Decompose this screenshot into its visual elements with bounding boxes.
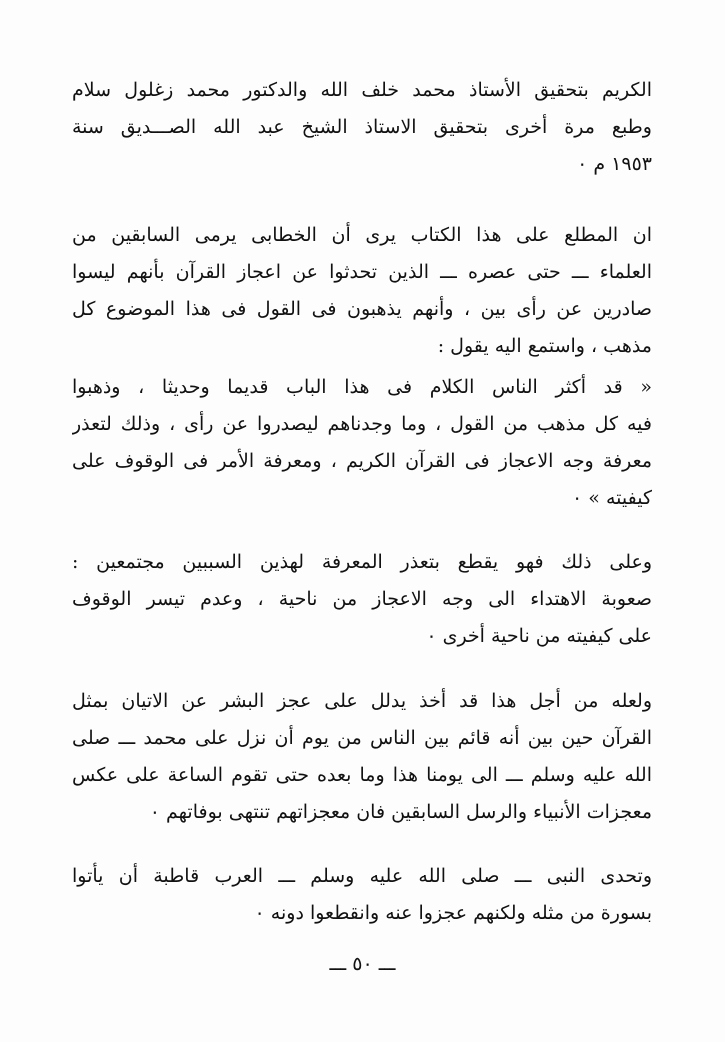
paragraph-5 <box>72 683 652 831</box>
paragraph-4 <box>72 544 652 655</box>
text-line: معرفة وجه الاعجاز فى القرآن الكريم ، ومعرفة الأمر فى الوقوف على <box>72 450 652 472</box>
text-line: معجزات الأنبياء والرسل السابقين فان معجزاتهم تنتهى بوفاتهم ٠ <box>149 801 652 823</box>
text-line: ولعله من أجل هذا قد أخذ يدلل على عجز البشر عن الاتيان بمثل <box>72 690 652 712</box>
text-line: « قد أكثر الناس الكلام فى هذا الباب قديما وحديثا ، وذهبوا <box>72 376 652 398</box>
paragraph-1 <box>72 72 652 183</box>
paragraph-6 <box>72 858 652 932</box>
text-line: صعوبة الاهتداء الى وجه الاعجاز من ناحية ، وعدم تيسر الوقوف <box>72 588 652 610</box>
text-line: على كيفيته من ناحية أخرى ٠ <box>426 625 652 647</box>
text-line: وعلى ذلك فهو يقطع بتعذر المعرفة لهذين السببين مجتمعين : <box>72 551 652 573</box>
text-line: وطبع مرة أخرى بتحقيق الاستاذ الشيخ عبد الله الصـــديق سنة <box>72 116 652 138</box>
text-line: فيه كل مذهب من القول ، وما وجدناهم ليصدروا عن رأى ، وذلك لتعذر <box>72 413 652 435</box>
text-line: ان المطلع على هذا الكتاب يرى أن الخطابى يرمى السابقين من <box>72 224 652 246</box>
text-line: بسورة من مثله ولكنهم عجزوا عنه وانقطعوا دونه ٠ <box>254 902 652 924</box>
text-line: وتحدى النبى ـــ صلى الله عليه وسلم ـــ العرب قاطبة أن يأتوا <box>72 865 652 887</box>
text-line: كيفيته » ٠ <box>572 487 652 509</box>
page-number: ـــ ٥٠ ـــ <box>329 953 396 975</box>
paragraph-2 <box>72 217 652 365</box>
text-line: مذهب ، واستمع اليه يقول : <box>437 335 652 357</box>
text-line: الله عليه وسلم ـــ الى يومنا هذا وما بعده حتى تقوم الساعة على عكس <box>72 764 652 786</box>
paragraph-3-quote <box>72 369 652 517</box>
text-line: الكريم بتحقيق الأستاذ محمد خلف الله والدكتور محمد زغلول سلام <box>72 79 652 101</box>
text-line: ١٩٥٣ م ٠ <box>577 153 652 175</box>
text-line: صادرين عن رأى بين ، وأنهم يذهبون فى القول فى هذا الموضوع كل <box>72 298 652 320</box>
text-line: القرآن حين بين أنه قائم بين الناس من يوم أن نزل على محمد ـــ صلى <box>72 727 652 749</box>
text-line: العلماء ـــ حتى عصره ـــ الذين تحدثوا عن اعجاز القرآن بأنهم ليسوا <box>72 261 652 283</box>
